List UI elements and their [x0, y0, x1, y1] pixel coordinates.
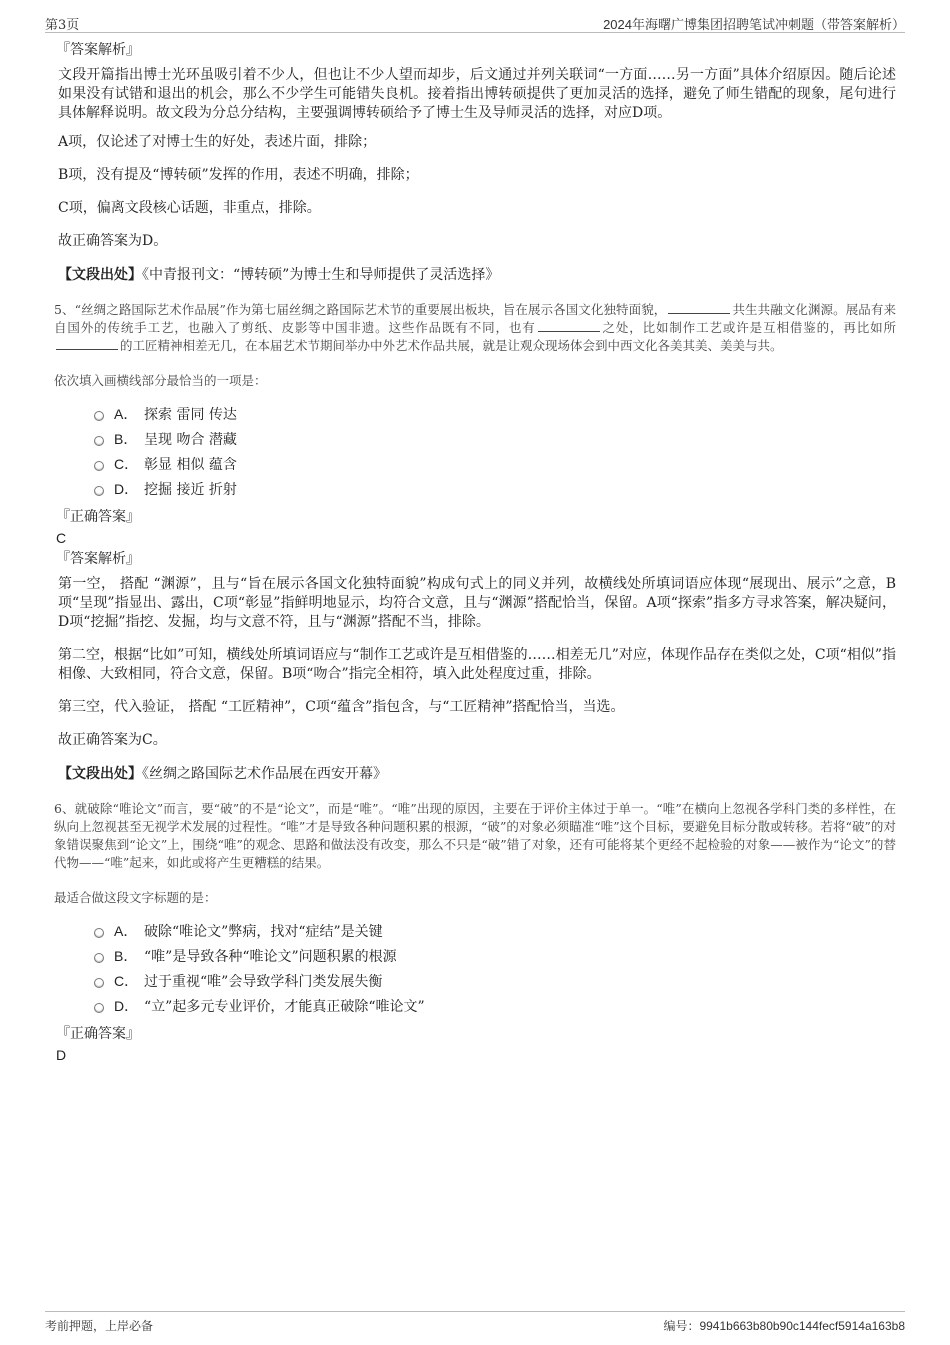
q5-analysis-paragraph: 故正确答案为C。 — [58, 732, 167, 748]
source-label: 【文段出处】 — [58, 267, 142, 283]
q5-question-text — [54, 301, 896, 355]
q5-text-part: 的工匠精神相差无几，在本届艺术节期间举办中外艺术作品共展，就是让观众现场体会到中西文化各美其美、美美与共。 — [120, 338, 783, 353]
q6-answer-tag: 『正确答案』 — [56, 1026, 140, 1042]
radio-icon[interactable] — [94, 928, 104, 938]
radio-icon[interactable] — [94, 461, 104, 471]
q5-source — [58, 764, 896, 784]
q5-analysis-paragraph: 第一空， 搭配 “渊源”，且与“旨在展示各国文化独特面貌”构成句式上的同义并列，故横线处所填词语应体现“展现出、展示”之意，B项“呈现”指显出、露出，C项“彰显”指鲜明地显示，均符合文意，且与“渊源”搭配恰当，保留。A项“探索”指多方寻求答案，解决疑问，D项“挖掘”指挖、发掘，均与文意不符，且与“渊源”搭配不当，排除。 — [58, 576, 896, 630]
document-serial: 编号：9941b663b80b90c144fecf5914a163b8 — [663, 1319, 905, 1333]
source-text: 《中青报刊文：“博转硕”为博士生和导师提供了灵活选择》 — [142, 267, 500, 283]
q5-text-part: 之处，比如制作工艺或许是互相借鉴的，再比如所 — [601, 320, 896, 335]
q6-options — [94, 918, 896, 1018]
option-d[interactable]: D． 挖掘 接近 折射 — [94, 476, 896, 501]
q5-text-part: 共生共融文化渊源。展品有来自国外的传统手工艺，也融入了剪纸、皮影等中国非遗。这些作品既有不同，也有 — [54, 302, 896, 335]
q5-options — [94, 401, 896, 501]
q5-analysis-paragraph: 第二空，根据“比如”可知，横线处所填词语应与“制作工艺或许是互相借鉴的……相差无几”对应，体现作品存在类似之处，C项“相似”指相像、大致相同，符合文意，保留。B项“吻合”指完全相符，填入此处程度过重，排除。 — [58, 647, 896, 682]
page-footer — [45, 1311, 905, 1334]
fill-blank — [668, 301, 730, 314]
q5-text-part: 5、“丝绸之路国际艺术作品展”作为第七届丝绸之路国际艺术节的重要展出板块，旨在展示各国文化独特面貌， — [54, 302, 667, 317]
radio-icon[interactable] — [94, 1003, 104, 1013]
option-d[interactable]: D． “立”起多元专业评价，才能真正破除“唯论文” — [94, 993, 896, 1018]
q4-analysis-tag: 『答案解析』 — [56, 42, 140, 58]
source-label: 【文段出处】 — [58, 766, 142, 782]
q6-prompt: 最适合做这段文字标题的是： — [54, 890, 217, 905]
q5-prompt: 依次填入画横线部分最恰当的一项是： — [54, 373, 267, 388]
radio-icon[interactable] — [94, 953, 104, 963]
option-c[interactable]: C． 彰显 相似 蕴含 — [94, 451, 896, 476]
q5-answer: C — [56, 530, 67, 546]
q5-analysis-paragraph: 第三空，代入验证， 搭配 “工匠精神”，C项“蕴含”指包含，与“工匠精神”搭配恰当，当选。 — [58, 699, 625, 715]
q4-analysis-paragraph: 文段开篇指出博士光环虽吸引着不少人，但也让不少人望而却步，后文通过并列关联词“一方面……另一方面”具体介绍原因。随后论述如果没有试错和退出的机会，那么不少学生可能错失良机。接着指出博转硕提供了更加灵活的选择，避免了师生错配的现象，尾句进行具体解释说明。故文段为分总分结构，主要强调博转硕给予了博士生及导师灵活的选择，对应D项。 — [58, 67, 896, 121]
q4-analysis-paragraph: A项，仅论述了对博士生的好处，表述片面，排除； — [58, 134, 377, 150]
document-body — [56, 40, 896, 1066]
q4-analysis-paragraph: B项，没有提及“博转硕”发挥的作用，表述不明确，排除； — [58, 167, 419, 183]
q4-analysis-paragraph: C项，偏离文段核心话题，非重点，排除。 — [58, 200, 321, 216]
radio-icon[interactable] — [94, 486, 104, 496]
option-b[interactable]: B． 呈现 吻合 潜藏 — [94, 426, 896, 451]
q4-source — [58, 265, 896, 285]
fill-blank — [538, 319, 600, 332]
page-number: 第3页 — [45, 18, 80, 33]
q4-analysis-paragraph: 故正确答案为D。 — [58, 233, 168, 249]
page-header — [45, 12, 905, 33]
q6-question-text: 6、就破除“唯论文”而言，要“破”的不是“论文”，而是“唯”。“唯”出现的原因，主要在于评价主体过于单一。“唯”在横向上忽视各学科门类的多样性，在纵向上忽视甚至无视学术发展的过程性。“唯”才是导致各种问题积累的根源，“破”的对象必须瞄准“唯”这个目标，要避免目标分散或转移。若将“破”的对象错误聚焦到“论文”上，围绕“唯”的观念、思路和做法没有改变，那么不只是“破”错了对象，还有可能将某个更经不起检验的对象——被作为“论文”的替代物——“唯”起来，如此或将产生更糟糕的结果。 — [54, 801, 896, 870]
q5-answer-tag: 『正确答案』 — [56, 509, 140, 525]
q6-answer: D — [56, 1047, 67, 1063]
q5-analysis-tag: 『答案解析』 — [56, 551, 140, 567]
source-text: 《丝绸之路国际艺术作品展在西安开幕》 — [142, 766, 387, 782]
radio-icon[interactable] — [94, 978, 104, 988]
radio-icon[interactable] — [94, 436, 104, 446]
option-a[interactable]: A． 破除“唯论文”弊病，找对“症结”是关键 — [94, 918, 896, 943]
option-b[interactable]: B． “唯”是导致各种“唯论文”问题积累的根源 — [94, 943, 896, 968]
option-a[interactable]: A． 探索 雷同 传达 — [94, 401, 896, 426]
footer-slogan: 考前押题，上岸必备 — [45, 1319, 154, 1333]
option-c[interactable]: C． 过于重视“唯”会导致学科门类发展失衡 — [94, 968, 896, 993]
radio-icon[interactable] — [94, 411, 104, 421]
fill-blank — [56, 337, 118, 350]
document-title: 2024年海曙广博集团招聘笔试冲刺题（带答案解析） — [603, 17, 905, 32]
